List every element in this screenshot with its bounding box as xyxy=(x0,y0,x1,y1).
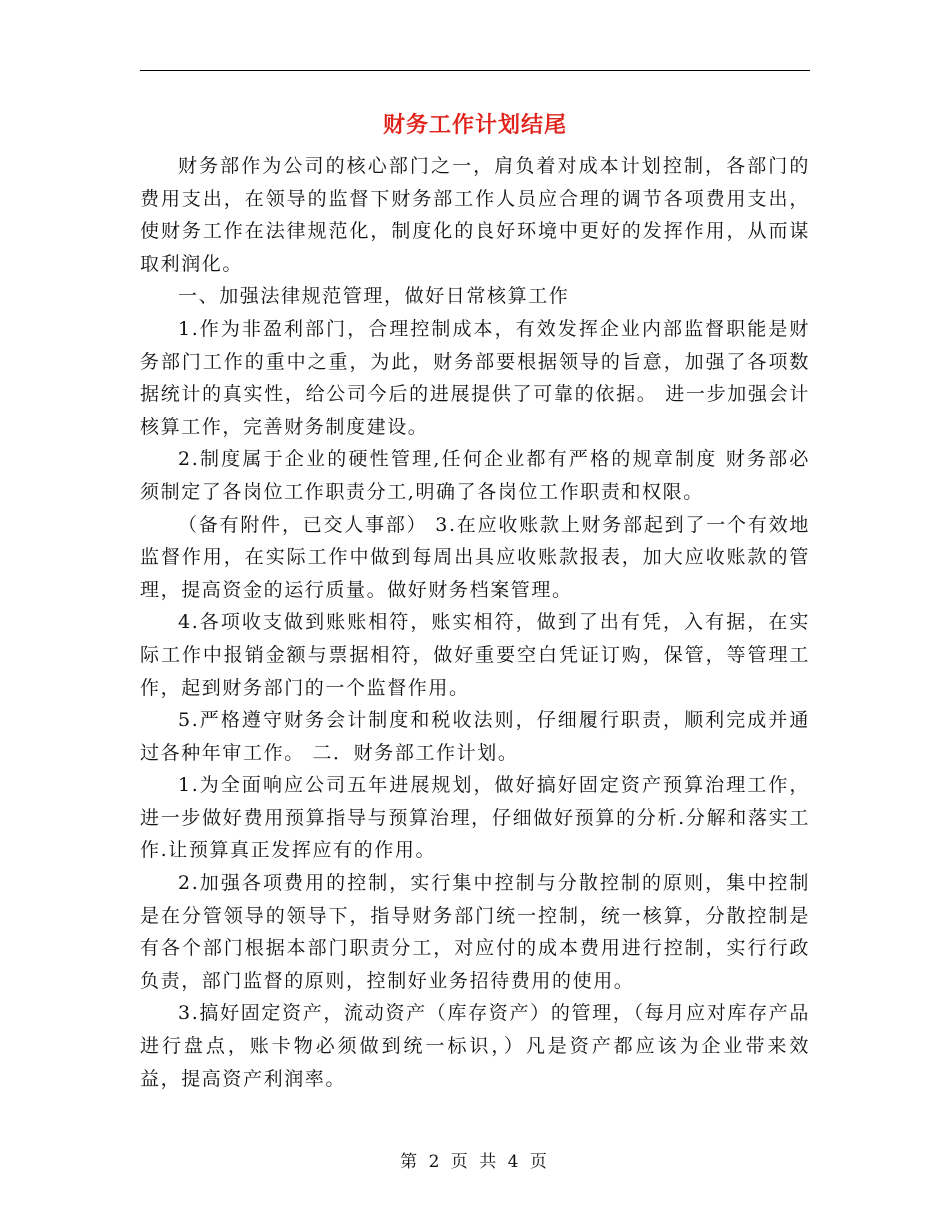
paragraph-item-5: 5.严格遵守财务会计制度和税收法则，仔细履行职责，顺利完成并通过各种年审工作。 二．财务部工作计划。 xyxy=(140,709,810,764)
paragraph-plan-3: 3.搞好固定资产，流动资产（库存资产）的管理，（每月应对库存产品进行盘点，账卡物必须做到统一标识，）凡是资产都应该为企业带来效益，提高资产利润率。 xyxy=(140,1002,810,1090)
document-title: 财务工作计划结尾 xyxy=(382,112,567,138)
paragraph-plan-1: 1.为全面响应公司五年进展规划，做好搞好固定资产预算治理工作，进一步做好费用预算指导与预算治理，仔细做好预算的分析.分解和落实工作.让预算真正发挥应有的作用。 xyxy=(140,774,810,862)
paragraph-item-4: 4.各项收支做到账账相符，账实相符，做到了出有凭，入有据，在实际工作中报销金额与票据相符，做好重要空白凭证订购，保管，等管理工作，起到财务部门的一个监督作用。 xyxy=(140,611,810,699)
header-rule xyxy=(140,70,810,71)
paragraph-item-2: 2.制度属于企业的硬性管理,任何企业都有严格的规章制度 财务部必须制定了各岗位工作职责分工,明确了各岗位工作职责和权限。 xyxy=(140,448,810,503)
page-number-footer: 第 2 页 共 4 页 xyxy=(400,1152,550,1172)
section-heading-1: 一、加强法律规范管理，做好日常核算工作 xyxy=(178,285,570,308)
paragraph-intro: 财务部作为公司的核心部门之一，肩负着对成本计划控制，各部门的费用支出，在领导的监督下财务部工作人员应合理的调节各项费用支出，使财务工作在法律规范化，制度化的良好环境中更好的发挥作用，从而谋取利润化。 xyxy=(140,155,810,275)
paragraph-plan-2: 2.加强各项费用的控制，实行集中控制与分散控制的原则，集中控制是在分管领导的领导下，指导财务部门统一控制，统一核算，分散控制是有各个部门根据本部门职责分工，对应付的成本费用进行控制，实行行政负责，部门监督的原则，控制好业务招待费用的使用。 xyxy=(140,872,810,992)
paragraph-item-1: 1.作为非盈利部门，合理控制成本，有效发挥企业内部监督职能是财务部门工作的重中之重，为此，财务部要根据领导的旨意，加强了各项数据统计的真实性，给公司今后的进展提供了可靠的依据。 进一步加强会计核算工作，完善财务制度建设。 xyxy=(140,317,810,438)
document-body xyxy=(140,150,810,1095)
paragraph-item-3: （备有附件，已交人事部） 3.在应收账款上财务部起到了一个有效地监督作用，在实际工作中做到每周出具应收账款报表，加大应收账款的管理，提高资金的运行质量。做好财务档案管理。 xyxy=(140,513,810,601)
